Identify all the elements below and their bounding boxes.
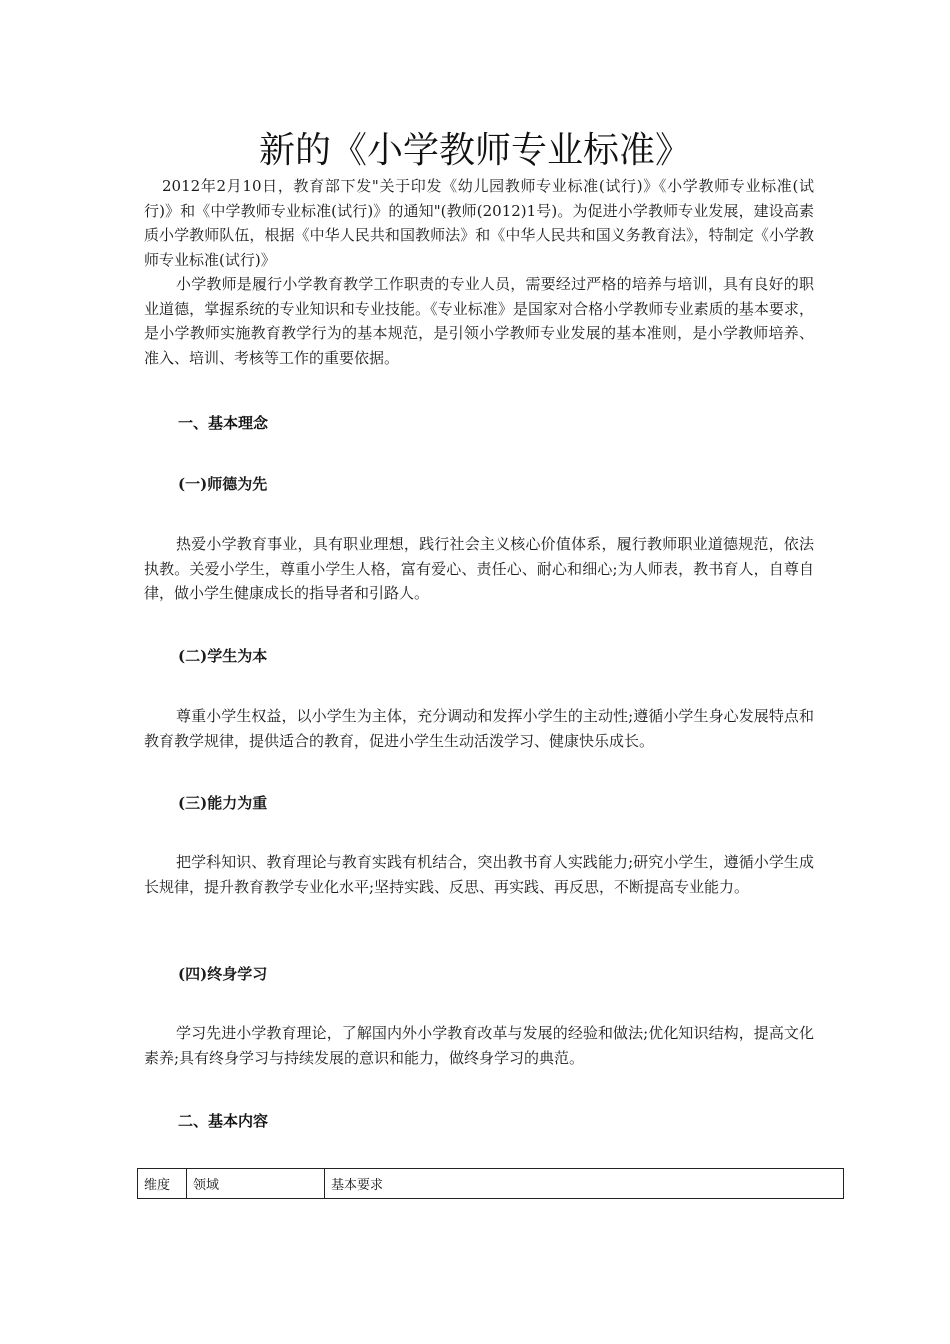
- column-header-basic-requirements: 基本要求: [325, 1169, 844, 1199]
- paragraph-lifelong-learning: 学习先进小学教育理论，了解国内外小学教育改革与发展的经验和做法;优化知识结构，提高文化素养;具有终身学习与持续发展的意识和能力，做终身学习的典范。: [144, 1024, 814, 1067]
- section-heading-basic-concepts: 一、基本理念: [178, 414, 269, 432]
- table-header-row: [138, 1169, 844, 1199]
- section-heading-basic-content: 二、基本内容: [178, 1112, 269, 1130]
- subheading-ability-focus: (三)能力为重: [178, 794, 268, 812]
- column-header-dimension: 维度: [138, 1169, 187, 1199]
- paragraph-ability-focus: 把学科知识、教育理论与教育实践有机结合，突出教书育人实践能力;研究小学生，遵循小学生成长规律，提升教育教学专业化水平;坚持实践、反思、再实践、再反思，不断提高专业能力。: [144, 853, 814, 896]
- definition-paragraph: 小学教师是履行小学教育教学工作职责的专业人员，需要经过严格的培养与培训，具有良好的职业道德，掌握系统的专业知识和专业技能。《专业标准》是国家对合格小学教师专业素质的基本要求，是小学教师实施教育教学行为的基本规范，是引领小学教师专业发展的基本准则，是小学教师培养、准入、培训、考核等工作的重要依据。: [144, 275, 814, 367]
- page-title: 新的《小学教师专业标准》: [258, 130, 691, 171]
- subheading-student-centered: (二)学生为本: [178, 647, 268, 665]
- paragraph-student-centered: 尊重小学生权益，以小学生为主体，充分调动和发挥小学生的主动性;遵循小学生身心发展特点和教育教学规律，提供适合的教育，促进小学生生动活泼学习、健康快乐成长。: [144, 707, 814, 750]
- column-header-domain: 领域: [187, 1169, 325, 1199]
- requirements-table: [137, 1168, 844, 1199]
- subheading-lifelong-learning: (四)终身学习: [178, 965, 268, 983]
- subheading-ethics-first: (一)师德为先: [178, 475, 268, 493]
- intro-paragraph: 2012年2月10日，教育部下发"关于印发《幼儿园教师专业标准(试行)》《小学教师专业标准(试行)》和《中学教师专业标准(试行)》的通知"(教师(2012)1号)。为促进小学教师专业发展，建设高素质小学教师队伍，根据《中华人民共和国教师法》和《中华人民共和国义务教育法》，特制定《小学教师专业标准(试行)》: [144, 177, 814, 269]
- paragraph-ethics-first: 热爱小学教育事业，具有职业理想，践行社会主义核心价值体系，履行教师职业道德规范，依法执教。关爱小学生，尊重小学生人格，富有爱心、责任心、耐心和细心;为人师表，教书育人，自尊自律，做小学生健康成长的指导者和引路人。: [144, 535, 814, 602]
